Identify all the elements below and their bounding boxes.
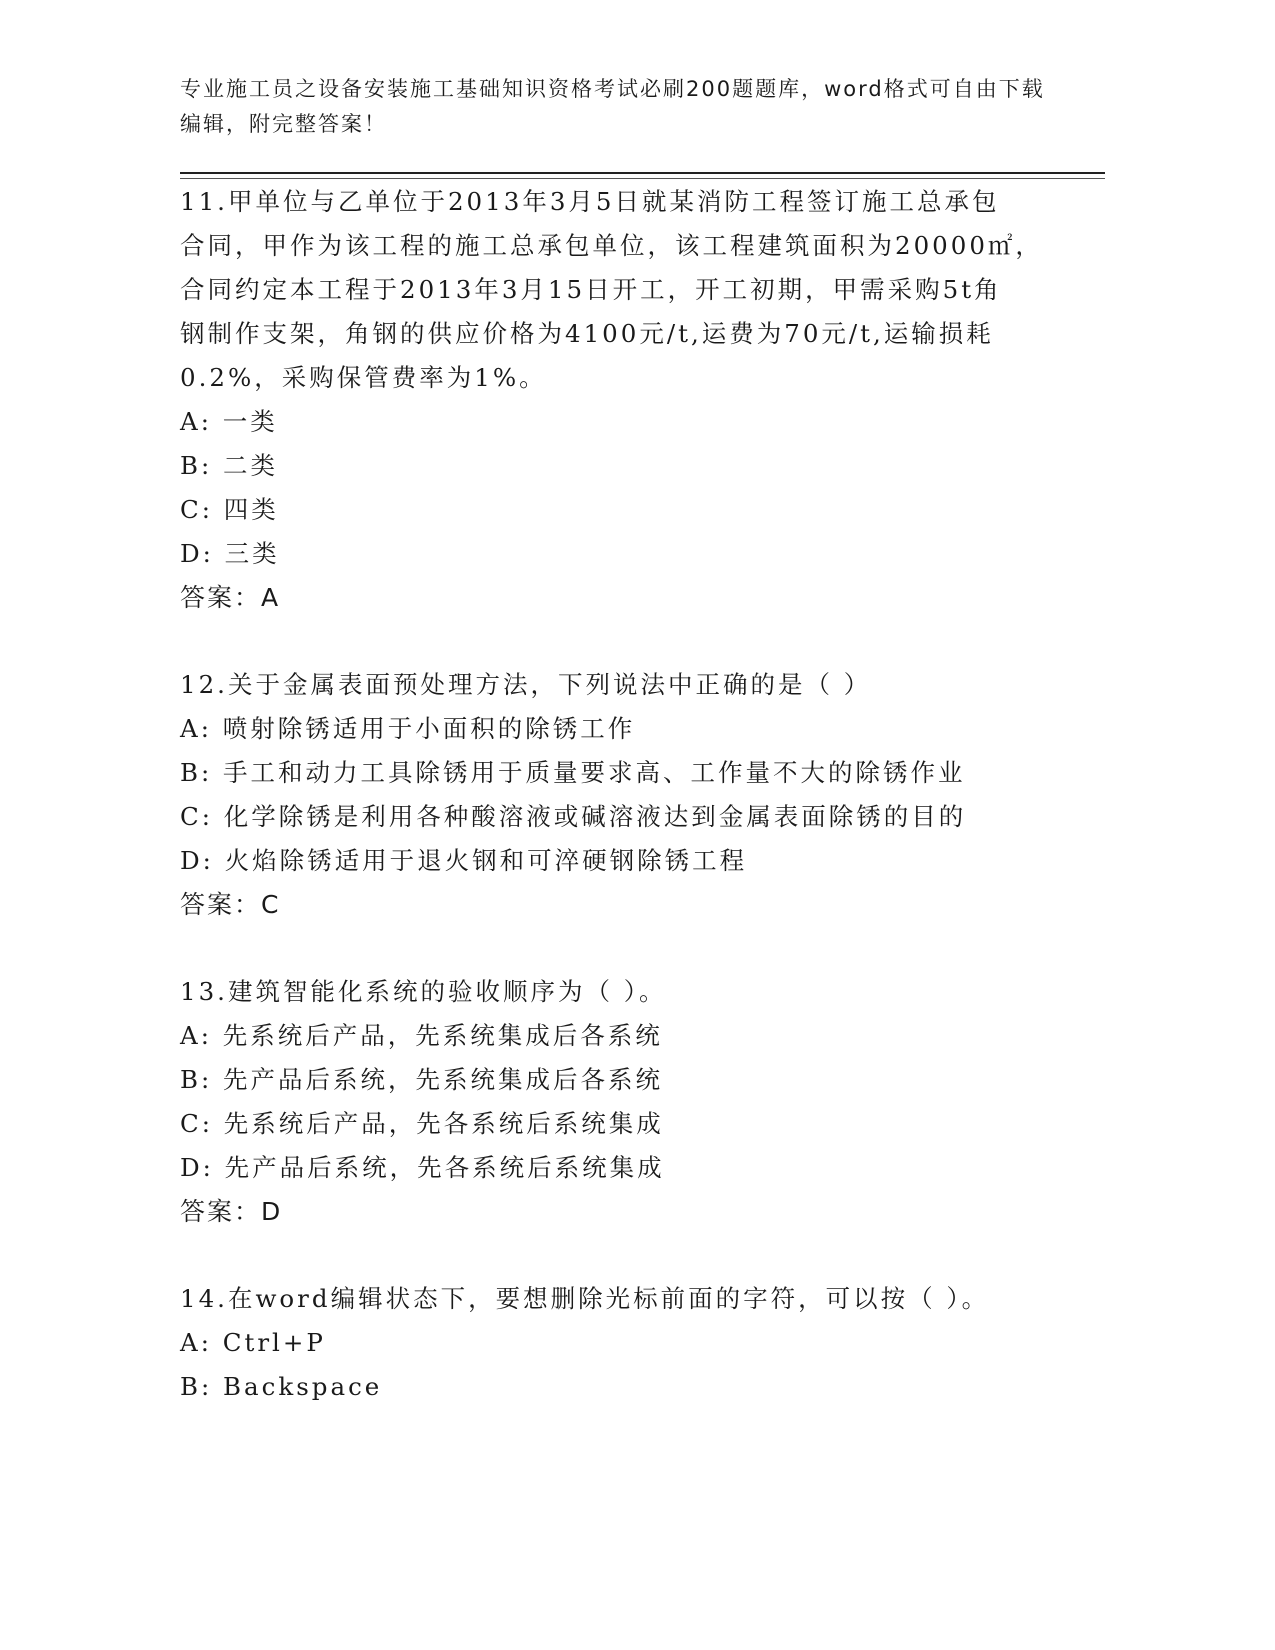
option-a: A: 一类 <box>180 407 278 436</box>
option-a: A: 先系统后产品，先系统集成后各系统 <box>180 1021 663 1050</box>
answer: 答案：A <box>180 583 281 612</box>
option-d: D: 三类 <box>180 539 280 568</box>
option-b: B: 二类 <box>180 451 279 480</box>
option-d: D: 先产品后系统，先各系统后系统集成 <box>180 1153 665 1182</box>
question-stem: 13.建筑智能化系统的验收顺序为（ ）。 <box>180 977 667 1006</box>
option-b: B: Backspace <box>180 1372 383 1401</box>
option-b: B: 手工和动力工具除锈用于质量要求高、工作量不大的除锈作业 <box>180 758 966 787</box>
header-divider-thick <box>180 172 1105 174</box>
header-divider-thin <box>180 178 1105 179</box>
question-stem: 12.关于金属表面预处理方法，下列说法中正确的是（ ） <box>180 670 872 699</box>
option-d: D: 火焰除锈适用于退火钢和可淬硬钢除锈工程 <box>180 846 748 875</box>
question-14 <box>180 1277 1060 1409</box>
document-header: 专业施工员之设备安装施工基础知识资格考试必刷200题题库，word格式可自由下载编辑，附完整答案！ <box>180 77 1045 136</box>
option-c: C: 四类 <box>180 495 279 524</box>
question-stem: 11.甲单位与乙单位于2013年3月5日就某消防工程签订施工总承包 合同，甲作为该工程的施工总承包单位，该工程建筑面积为20000㎡， 合同约定本工程于2013年3月15日开工，开工初期，甲需采购5t角 钢制作支架，角钢的供应价格为4100元/t,运费为70元/t,运输损耗 0.2%，采购保管费率为1%。 <box>180 187 1043 392</box>
answer: 答案：D <box>180 1197 283 1226</box>
question-11 <box>180 180 1060 620</box>
question-13 <box>180 970 1060 1234</box>
question-stem: 14.在word编辑状态下，要想删除光标前面的字符，可以按（ ）。 <box>180 1284 990 1313</box>
question-list <box>180 180 1060 1409</box>
option-b: B: 先产品后系统，先系统集成后各系统 <box>180 1065 664 1094</box>
option-c: C: 先系统后产品，先各系统后系统集成 <box>180 1109 664 1138</box>
option-a: A: Ctrl+P <box>180 1328 326 1357</box>
answer: 答案：C <box>180 890 281 919</box>
option-c: C: 化学除锈是利用各种酸溶液或碱溶液达到金属表面除锈的目的 <box>180 802 967 831</box>
option-a: A: 喷射除锈适用于小面积的除锈工作 <box>180 714 636 743</box>
question-12 <box>180 663 1060 927</box>
